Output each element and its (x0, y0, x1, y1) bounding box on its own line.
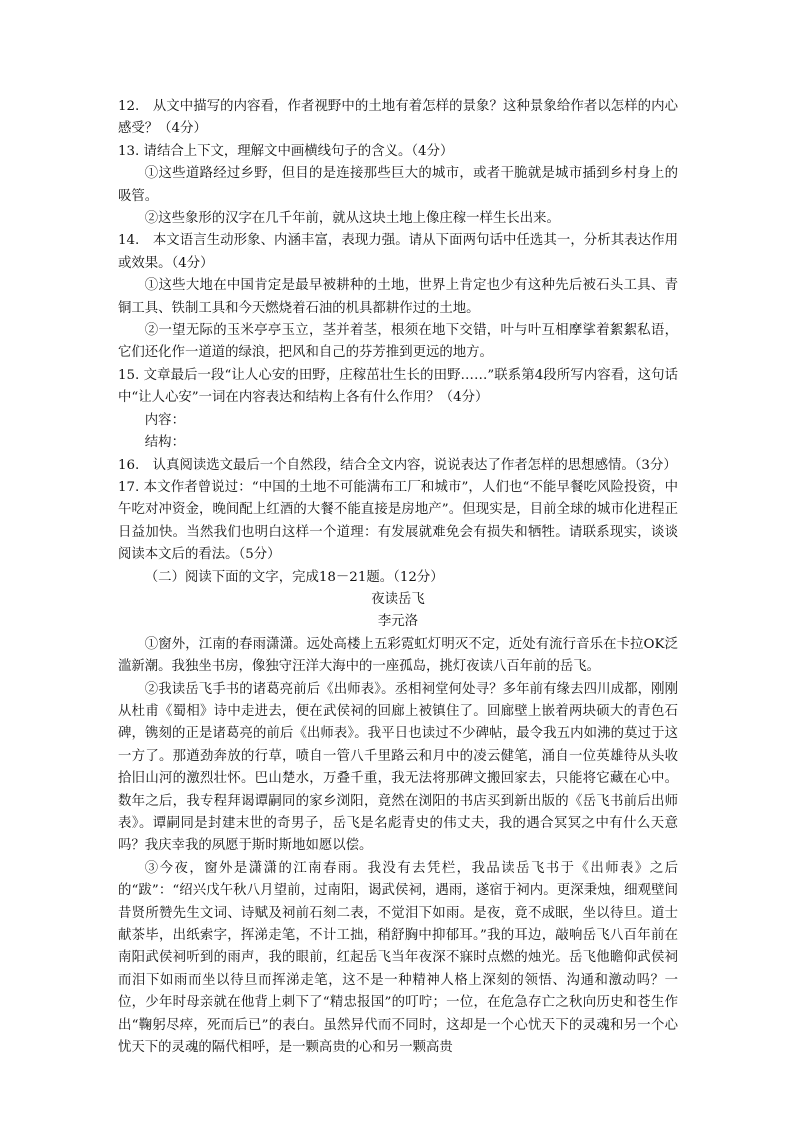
article-paragraph-3: ③今夜，窗外是潇潇的江南春雨。我没有去凭栏，我品读岳飞书于《出师表》之后的“跋”：“绍兴戊午秋八月望前，过南阳，谒武侯祠，遇雨，遂宿于祠内。更深秉烛，细观壁间昔贤所赞先生文词、诗赋及祠前石刻二表，不觉泪下如雨。是夜，竟不成眠，坐以待旦。道士献茶毕，出纸索字，挥涕走笔，不计工拙，稍舒胸中抑郁耳。”我的耳边，敲响岳飞八百年前在南阳武侯祠听到的雨声，我的眼前，红起岳飞当年夜深不寐时点燃的烛光。岳飞他瞻仰武侯祠而泪下如雨而坐以待旦而挥涕走笔，这不是一种精神人格上深刻的领悟、沟通和激动吗？一位，少年时母亲就在他背上刺下了“精忠报国”的叮咛；一位，在危急存亡之秋向历史和苍生作出“鞠躬尽瘁，死而后已”的表白。虽然异代而不同时，这却是一个心忧天下的灵魂和另一个心忧天下的灵魂的隔代相呼，是一颗高贵的心和另一颗高贵 (118, 860, 678, 1056)
question-13: 13. 请结合上下文，理解文中画横线句子的含义。（4分） (118, 143, 454, 159)
section-2-intro: （二）阅读下面的文字，完成18－21题。（12分） (144, 569, 444, 585)
question-13-sentence-2: ②这些象形的汉字在几千年前，就从这块土地上像庄稼一样生长出来。 (144, 211, 560, 227)
article-paragraph-1: ①窗外，江南的春雨潇潇。远处高楼上五彩霓虹灯明灭不定，近处有流行音乐在卡拉OK泛滥新潮。我独坐书房，像独守汪洋大海中的一座孤岛，挑灯夜读八百年前的岳飞。 (118, 636, 678, 675)
question-14-sentence-1: ①这些大地在中国肯定是最早被耕种的土地，世界上肯定也少有这种先后被石头工具、青铜工具、铁制工具和今天燃烧着石油的机具都耕作过的土地。 (118, 278, 678, 316)
question-13-sentence-1: ①这些道路经过乡野，但目的是连接那些巨大的城市，或者干脆就是城市插到乡村身上的吸管。 (118, 166, 678, 204)
question-16: 16. 认真阅读选文最后一个自然段，结合全文内容，说说表达了作者怎样的思想感情。（3分） (118, 457, 677, 473)
question-17: 17. 本文作者曾说过：“中国的土地不可能满布工厂和城市”，人们也“不能早餐吃风险投资，中午吃对冲资金，晚间配上红酒的大餐不能直接是房地产”。但现实是，目前全球的城市化进程正日益加快。当然我们也明白这样一个道理：有发展就难免会有损失和牺牲。请联系现实，谈谈阅读本文后的看法。（5分） (118, 479, 678, 563)
document-body (118, 96, 678, 1059)
question-15: 15. 文章最后一段“让人心安的田野，庄稼茁壮生长的田野……”联系第4段所写内容看，这句话中“让人心安”一词在内容表达和结构上各有什么作用？（4分） (118, 367, 678, 406)
question-14-sentence-2: ②一望无际的玉米亭亭玉立，茎并着茎，根须在地下交错，叶与叶互相摩挲着絮絮私语，它们还化作一道道的绿浪，把风和自己的芬芳推到更远的地方。 (118, 323, 678, 361)
article-author: 李元洛 (377, 614, 419, 630)
question-15-content-label: 内容： (144, 412, 185, 428)
article-paragraph-2: ②我读岳飞手书的诸葛亮前后《出师表》。丞相祠堂何处寻？多年前有缘去四川成都，刚刚从杜甫《蜀相》诗中走进去，便在武侯祠的回廊上被镇住了。回廊壁上嵌着两块硕大的青色石碑，镌刻的正是诸葛亮的前后《出师表》。我平日也读过不少碑帖，最令我五内如沸的莫过于这一方了。那遒劲奔放的行草，喷自一管八千里路云和月中的凌云健笔，涌自一位英雄待从头收拾旧山河的激烈壮怀。巴山楚水，万叠千重，我无法将那碑文搬回家去，只能将它藏在心中。数年之后，我专程拜谒谭嗣同的家乡浏阳，竟然在浏阳的书店买到新出版的《岳飞书前后出师表》。谭嗣同是封建末世的奇男子，岳飞是名彪青史的伟丈夫，我的遇合冥冥之中有什么天意吗？我庆幸我的夙愿于斯时斯地如愿以偿。 (118, 681, 678, 854)
question-12: 12. 从文中描写的内容看，作者视野中的土地有着怎样的景象？这种景象给作者以怎样的内心感受？（4分） (118, 99, 678, 137)
article-title: 夜读岳飞 (371, 591, 425, 607)
question-14: 14. 本文语言生动形象、内涵丰富，表现力强。请从下面两句话中任选其一，分析其表达作用或效果。（4分） (118, 233, 678, 271)
question-15-structure-label: 结构： (144, 435, 185, 451)
